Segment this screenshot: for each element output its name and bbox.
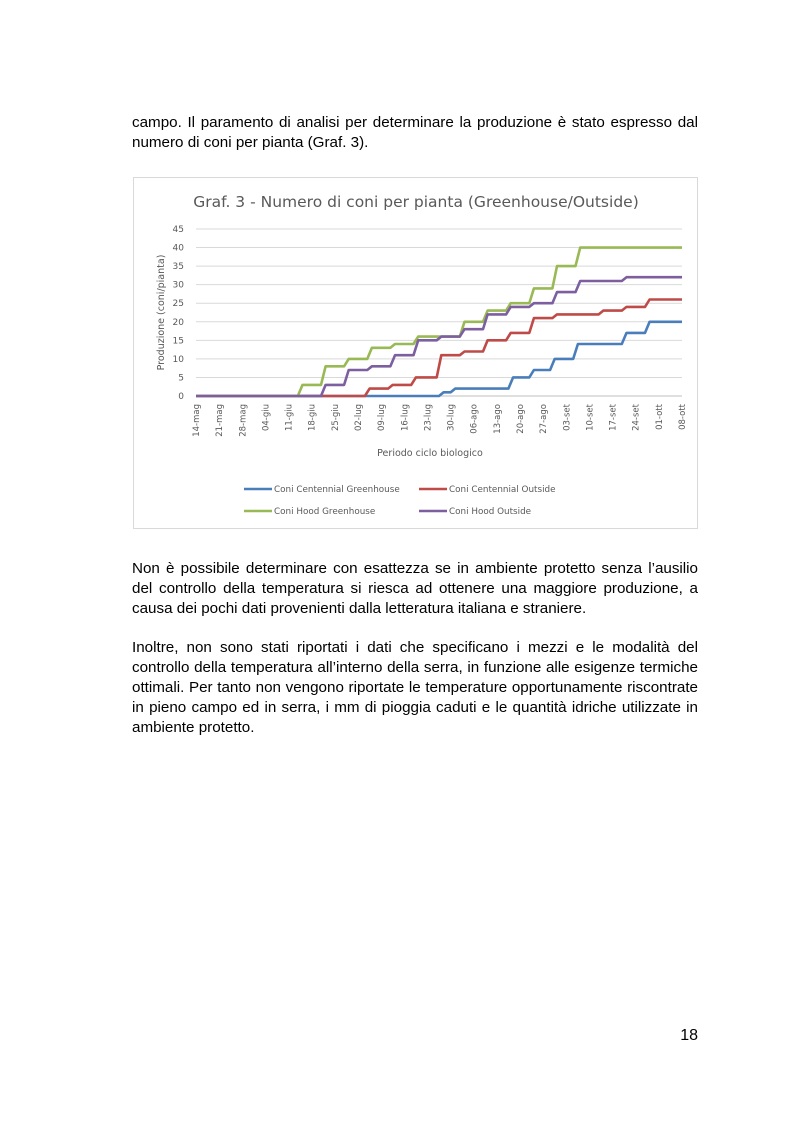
x-tick-label: 02-lug [354,404,364,432]
x-tick-label: 16-lug [400,404,411,432]
legend-label: Coni Centennial Greenhouse [274,485,400,495]
page-number: 18 [680,1027,698,1044]
x-tick-label: 04-giu [261,404,272,432]
chart-title: Graf. 3 - Numero di coni per pianta (Greenhouse/Outside) [193,193,639,211]
x-tick-label: 03-set [562,404,573,431]
x-tick-label: 08-ott [678,404,688,430]
x-tick-label: 30-lug [446,404,457,432]
x-tick-label: 28-mag [238,404,249,437]
x-tick-label: 23-lug [423,404,434,432]
x-tick-label: 09-lug [377,404,388,432]
note-paragraph: Inoltre, non sono stati riportati i dati che specificano i mezzi e le modalità del controllo della temperatura all’interno della serra, in funzione alle esigenze termiche ottimali. Per tanto non vengono riportate le temperature opportunamente riscontrate in pieno campo ed in serra, i mm di pioggia caduti e le quantità idriche utilizzate in ambiente protetto. [132,639,698,736]
x-tick-label: 06-ago [469,404,480,434]
y-tick-label: 40 [172,243,184,254]
x-tick-label: 27-ago [539,404,550,434]
y-tick-label: 0 [178,392,184,402]
conclusion-paragraph: Non è possibile determinare con esattezza se in ambiente protetto senza l’ausilio del controllo della temperatura si riesca ad ottenere una maggiore produzione, a causa dei pochi dati provenienti dalla letteratura italiana e straniere. [132,560,698,617]
intro-paragraph: campo. Il paramento di analisi per determinare la produzione è stato espresso dal numero di coni per pianta (Graf. 3). [132,114,698,151]
series-line-2 [196,300,682,397]
y-tick-label: 5 [178,373,184,384]
legend-label: Coni Hood Outside [449,507,532,517]
y-tick-label: 25 [172,299,184,310]
production-chart [133,177,698,529]
x-tick-label: 24-set [631,404,642,431]
y-tick-label: 35 [172,262,184,273]
y-tick-label: 45 [172,225,184,235]
x-tick-label: 17-set [608,404,619,431]
x-tick-label: 20-ago [516,404,526,434]
x-tick-label: 18-giu [307,404,318,432]
legend-label: Coni Hood Greenhouse [274,507,376,517]
y-axis-title: Produzione (coni/pianta) [156,254,167,371]
x-tick-label: 14-mag [192,404,202,437]
chart-canvas [134,178,697,528]
x-axis-title: Periodo ciclo biologico [377,448,483,459]
x-tick-label: 01-ott [654,404,665,430]
y-tick-label: 15 [172,336,184,347]
x-tick-label: 13-ago [492,404,503,434]
x-tick-label: 11-giu [284,404,295,432]
x-tick-label: 25-giu [330,404,341,432]
x-tick-label: 21-mag [215,404,226,437]
y-tick-label: 20 [172,317,184,328]
x-tick-label: 10-set [585,404,596,431]
y-tick-label: 10 [172,354,184,365]
legend-label: Coni Centennial Outside [449,485,556,495]
y-tick-label: 30 [172,280,184,291]
